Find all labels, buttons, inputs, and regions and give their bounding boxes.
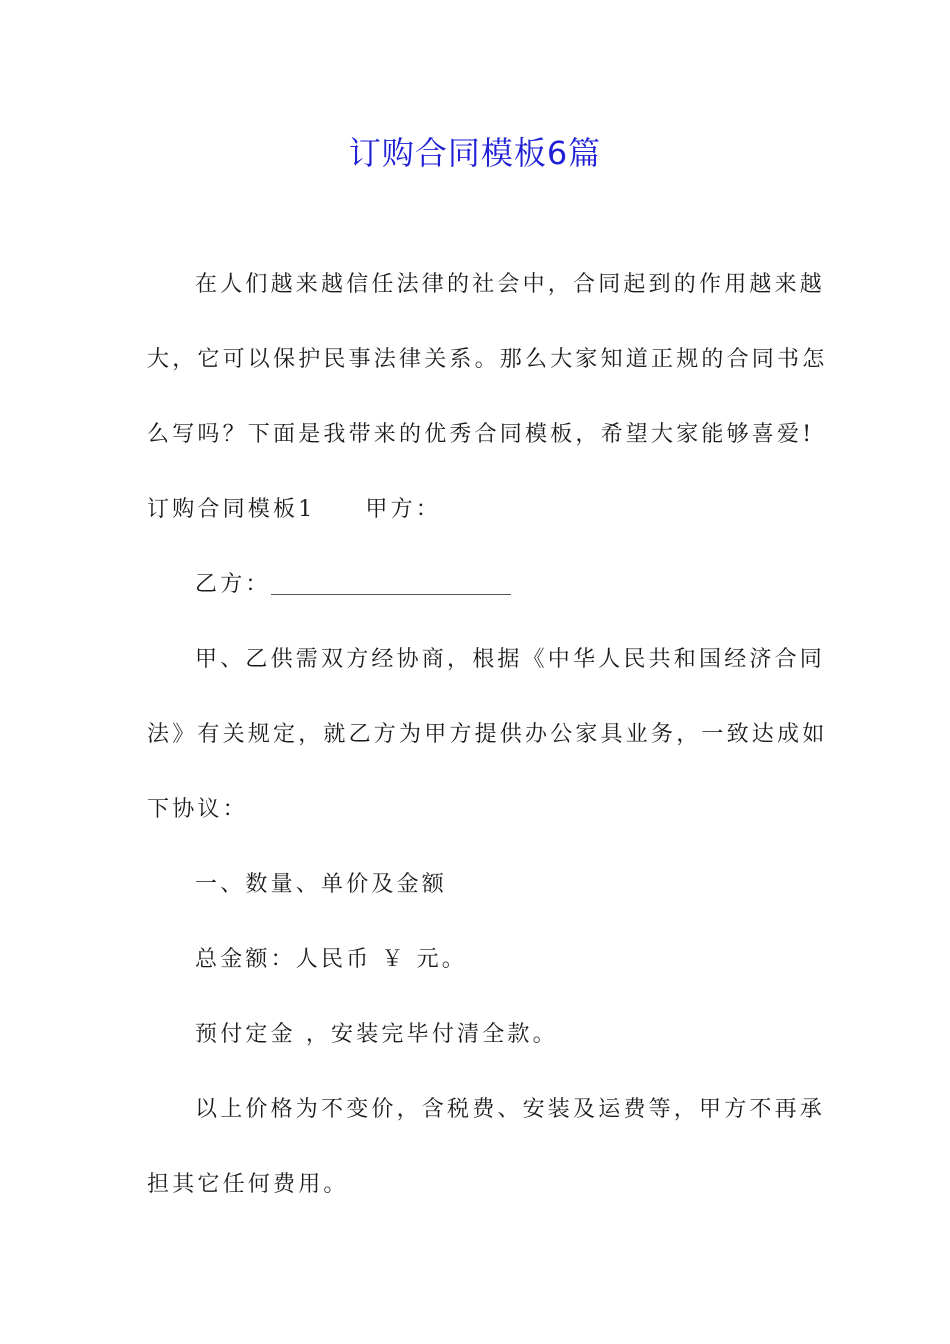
- section-1-heading: 一、数量、单价及金额: [195, 872, 448, 897]
- preamble-line-1: 甲、乙供需双方经协商，根据《中华人民共和国经济合同: [195, 647, 826, 672]
- party-b-label: 乙方：: [195, 572, 271, 597]
- preamble-line-2: 法》有关规定，就乙方为甲方提供办公家具业务，一致达成如: [147, 722, 828, 747]
- total-amount-label: 总金额：人民币: [195, 947, 372, 972]
- intro-line-2: 大，它可以保护民事法律关系。那么大家知道正规的合同书怎: [147, 347, 828, 372]
- payment-rest: ，安装完毕付清全款。: [305, 1022, 558, 1047]
- document-title: 订购合同模板6篇: [348, 134, 602, 172]
- total-amount-unit: 元。: [416, 947, 468, 972]
- deposit-label: 预付定金: [195, 1022, 296, 1047]
- payment-line: [195, 1020, 855, 1050]
- preamble-line-3: 下协议：: [147, 797, 248, 822]
- party-b-line: [195, 570, 855, 600]
- party-a-label: 甲方：: [365, 497, 442, 522]
- template-1-heading: 订购合同模板1: [147, 497, 316, 522]
- price-note-line-1: 以上价格为不变价，含税费、安装及运费等，甲方不再承: [195, 1097, 826, 1122]
- template-1-heading-line: [147, 495, 807, 525]
- currency-symbol: ￥: [381, 947, 407, 972]
- party-b-blank: [271, 574, 511, 595]
- total-amount-line: [195, 945, 855, 975]
- intro-line-1: 在人们越来越信任法律的社会中，合同起到的作用越来越: [195, 272, 826, 297]
- intro-line-3: 么写吗？下面是我带来的优秀合同模板，希望大家能够喜爱!: [147, 422, 815, 447]
- price-note-line-2: 担其它任何费用。: [147, 1172, 349, 1197]
